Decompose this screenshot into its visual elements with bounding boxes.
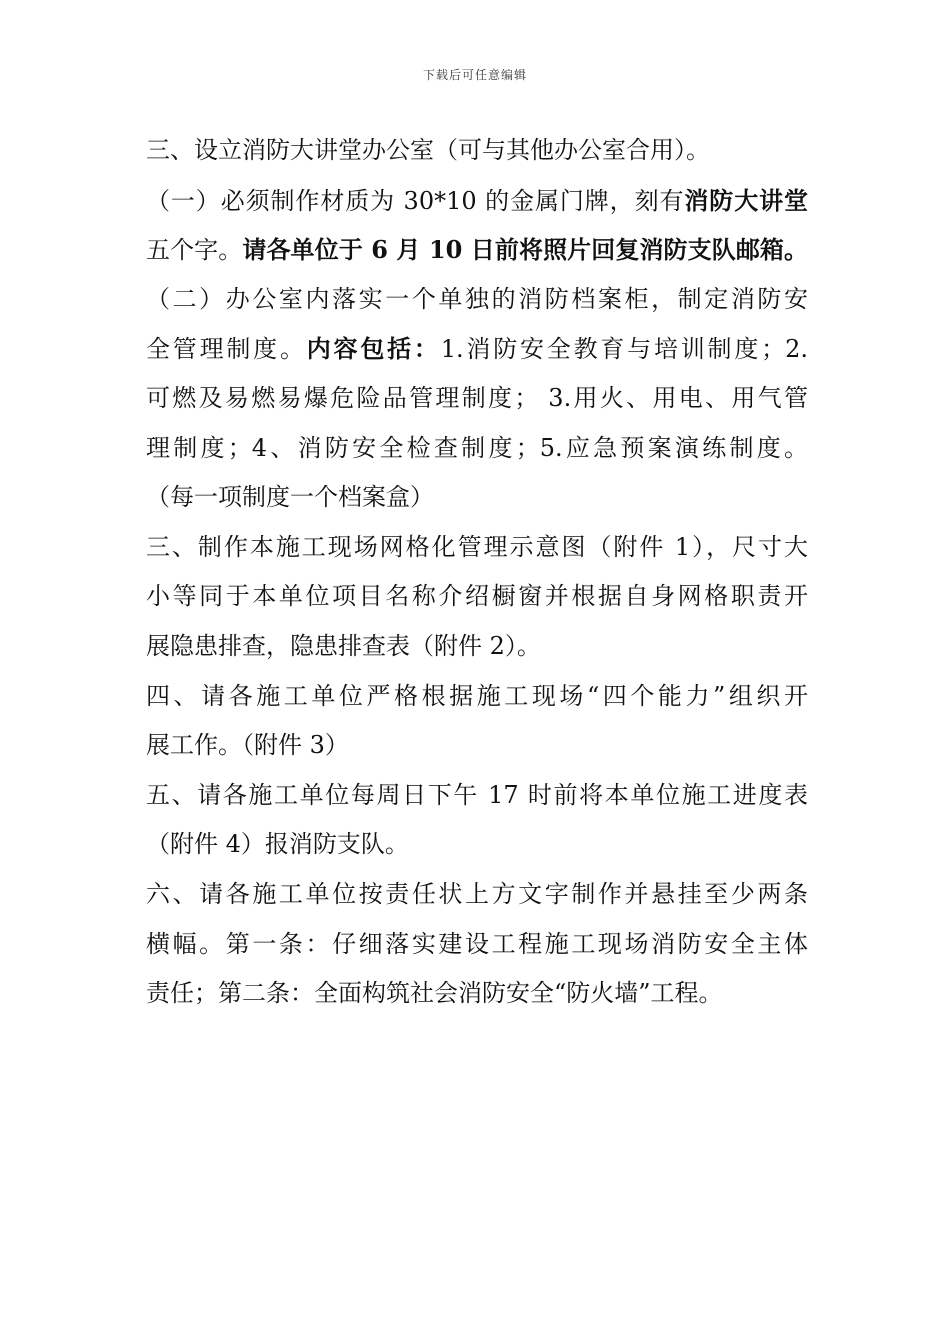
text-line: [146, 374, 808, 424]
body-text: 1.消防安全教育与培训制度；2.: [440, 335, 808, 364]
text-line: [146, 225, 808, 275]
body-text: 展工作。（附件 3）: [146, 731, 349, 760]
text-line: [146, 920, 808, 970]
body-text: 三、制作本施工现场网格化管理示意图（附件 1），尺寸大: [146, 532, 808, 561]
text-line: [146, 126, 808, 176]
document-body: [146, 126, 808, 1019]
text-line: [146, 771, 808, 821]
text-line: [146, 572, 808, 622]
body-text: 全管理制度。: [146, 335, 307, 364]
text-line: [146, 622, 808, 672]
body-text: （附件 4）报消防支队。: [146, 830, 409, 859]
text-line: [146, 672, 808, 722]
text-line: [146, 969, 808, 1019]
body-text: 横幅。第一条：仔细落实建设工程施工现场消防安全主体: [146, 929, 808, 958]
body-text: 小等同于本单位项目名称介绍橱窗并根据自身网格职责开: [146, 582, 808, 611]
body-text: 理制度；4、消防安全检查制度；5.应急预案演练制度。: [146, 433, 808, 462]
text-line: [146, 275, 808, 325]
body-text: 五个字。: [146, 236, 243, 265]
body-text: 五、请各施工单位每周日下午 17 时前将本单位施工进度表: [146, 780, 808, 809]
bold-text: 请各单位于 6 月 10 日前将照片回复消防支队邮箱。: [242, 235, 808, 265]
text-line: [146, 820, 808, 870]
body-text: 三、设立消防大讲堂办公室（可与其他办公室合用）。: [146, 136, 710, 164]
text-line: [146, 473, 808, 523]
bold-text: 内容包括：: [306, 334, 441, 364]
text-line: [146, 424, 808, 474]
text-line: [146, 523, 808, 573]
bold-text: 消防大讲堂: [684, 185, 808, 215]
body-text: 四、请各施工单位严格根据施工现场“四个能力”组织开: [146, 681, 808, 710]
text-line: [146, 721, 808, 771]
body-text: （每一项制度一个档案盒）: [146, 483, 434, 512]
body-text: 可燃及易燃易爆危险品管理制度； 3.用火、用电、用气管: [146, 383, 808, 412]
text-line: [146, 870, 808, 920]
body-text: （二）办公室内落实一个单独的消防档案柜，制定消防安: [146, 284, 808, 313]
body-text: 责任；第二条：全面构筑社会消防安全“防火墙”工程。: [146, 979, 723, 1008]
text-line: [146, 324, 808, 374]
body-text: 六、请各施工单位按责任状上方文字制作并悬挂至少两条: [146, 879, 808, 908]
body-text: （一）必须制作材质为 30*10 的金属门牌，刻有: [146, 186, 685, 215]
page-header: 下载后可任意编辑: [422, 68, 527, 82]
text-line: [146, 176, 808, 226]
body-text: 展隐患排查，隐患排查表（附件 2）。: [146, 631, 541, 660]
